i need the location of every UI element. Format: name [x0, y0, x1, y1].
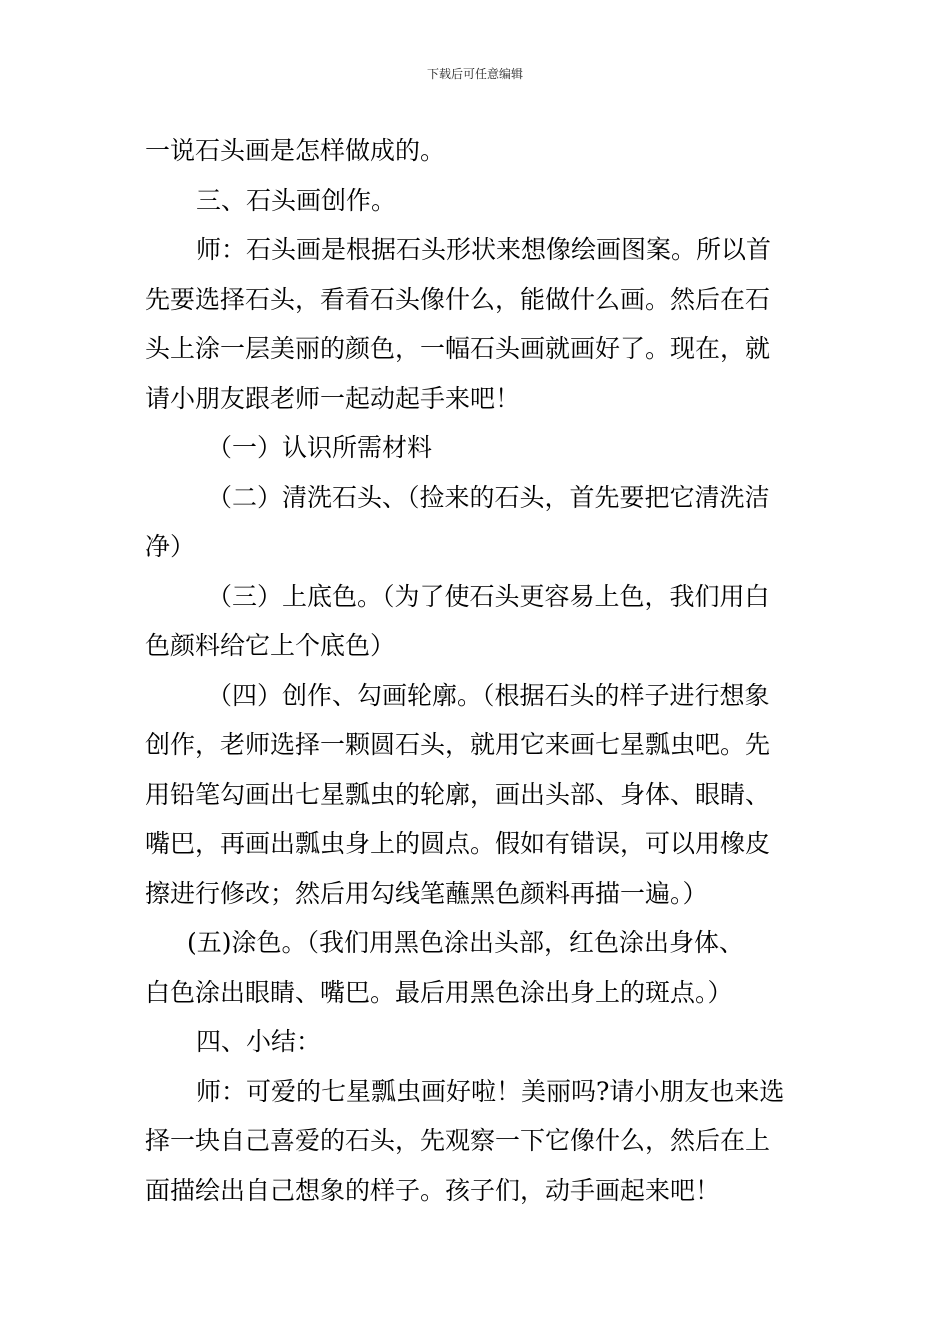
paragraph-line: 面描绘出自己想象的样子。孩子们，动手画起来吧！	[145, 1175, 721, 1205]
paragraph-line: 创作，老师选择一颗圆石头，就用它来画七星瓢虫吧。先	[145, 730, 771, 759]
paragraph-line: （四）创作、勾画轮廓。（根据石头的样子进行想象	[207, 680, 770, 710]
paragraph-line: （二）清洗石头、（捡来的石头，首先要把它清洗洁	[207, 482, 770, 512]
paragraph-line: 色颜料给它上个底色）	[145, 631, 396, 660]
paragraph-line: 师：石头画是根据石头形状来想像绘画图案。所以首	[196, 235, 772, 264]
paragraph-line: 用铅笔勾画出七星瓢虫的轮廓，画出头部、身体、眼睛、	[145, 779, 771, 809]
section-heading: 四、小结：	[196, 1027, 322, 1056]
paragraph-line: 师：可爱的七星瓢虫画好啦！美丽吗?请小朋友也来选	[196, 1076, 785, 1106]
paragraph-line: （三）上底色。（为了使石头更容易上色，我们用白	[207, 581, 770, 611]
paragraph-line: 请小朋友跟老师一起动起手来吧！	[145, 383, 521, 413]
paragraph-line: 一说石头画是怎样做成的。	[145, 136, 446, 165]
paragraph-line: 嘴巴，再画出瓢虫身上的圆点。假如有错误，可以用橡皮	[145, 829, 771, 858]
step-heading: （一）认识所需材料	[207, 433, 433, 462]
paragraph-line: 头上涂一层美丽的颜色，一幅石头画就画好了。现在，就	[145, 334, 771, 363]
paragraph-line: 擦进行修改；然后用勾线笔蘸黑色颜料再描一遍。）	[145, 878, 708, 908]
paragraph-line: 白色涂出眼睛、嘴巴。最后用黑色涂出身上的斑点。）	[145, 977, 733, 1007]
section-heading: 三、石头画创作。	[196, 185, 397, 215]
page-header: 下载后可任意编辑	[426, 67, 523, 81]
paragraph-line: (五)涂色。（我们用黑色涂出头部，红色涂出身体、	[187, 928, 745, 957]
document-body	[145, 126, 810, 1215]
paragraph-line: 择一块自己喜爱的石头，先观察一下它像什么，然后在上	[145, 1126, 771, 1155]
paragraph-line: 先要选择石头，看看石头像什么，能做什么画。然后在石	[145, 284, 771, 314]
paragraph-line: 净）	[145, 532, 196, 561]
